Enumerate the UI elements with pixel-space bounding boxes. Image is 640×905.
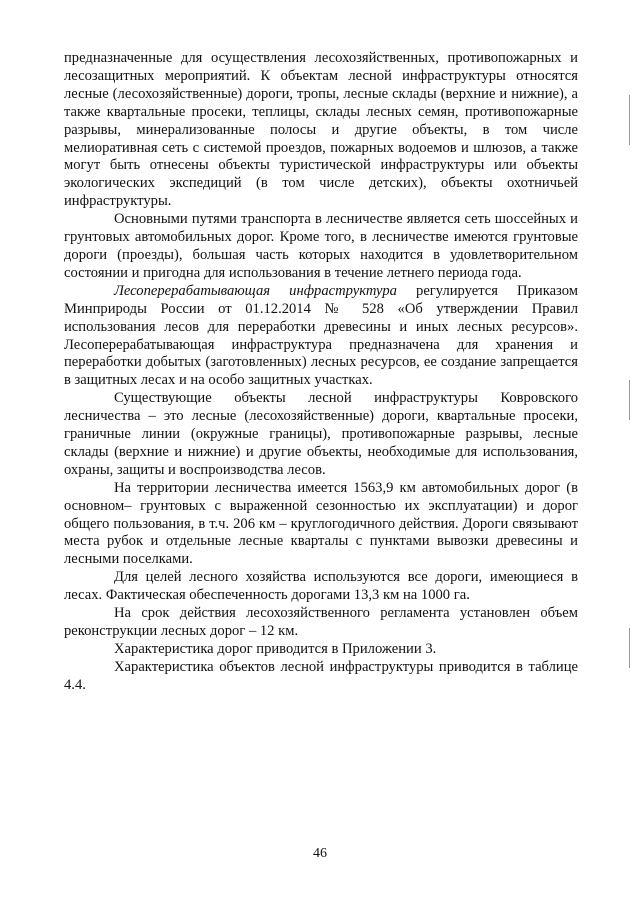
scan-artifact-line (629, 380, 631, 420)
paragraph: предназначенные для осуществления лесохозяйственных, противопожарных и лесозащитных мероприятий. К объектам лесной инфраструктуры относятся лесные (лесохозяйственные) дороги, тропы, лесные склады (верхние и нижние), а также квартальные просеки, теплицы, склады лесных семян, противопожарные разрывы, минерализованные полосы и другие объекты, в том числе мелиоративная сеть с системой проездов, пожарных водоемов и шлюзов, а также могут быть отнесены объекты туристической инфраструктуры или объекты экологических экспедиций (в том числе детских), объекты охотничьей инфраструктуры. (64, 50, 578, 210)
paragraph: Для целей лесного хозяйства используются все дороги, имеющиеся в лесах. Фактическая обеспеченность дорогами 13,3 км на 1000 га. (64, 569, 578, 604)
paragraph (64, 283, 578, 390)
paragraph: Характеристика объектов лесной инфраструктуры приводится в таблице 4.4. (64, 658, 578, 693)
paragraph-text: регулируется Приказом Минприроды России от 01.12.2014 № 528 «Об утверждении Правил использования лесов для переработки древесины и иных лесных ресурсов». Лесоперерабатывающая инфраструктура предназначена для хранения и переработки добытых (заготовленных) лесных ресурсов, ее создание запрещается в защитных лесах и на особо защитных участках. (64, 282, 578, 389)
paragraph: Характеристика дорог приводится в Приложении 3. (114, 640, 437, 657)
page-number: 46 (313, 846, 327, 861)
paragraph: На срок действия лесохозяйственного регламента установлен объем реконструкции лесных дорог – 12 км. (64, 605, 578, 639)
paragraph: Основными путями транспорта в лесничестве является сеть шоссейных и грунтовых автомобильных дорог. Кроме того, в лесничестве имеются грунтовые дороги (проезды), большая часть которых находится в удовлетворительном состоянии и пригодна для использования в течение летнего периода года. (64, 211, 578, 281)
paragraph: Существующие объекты лесной инфраструктуры Ковровского лесничества – это лесные (лесохозяйственные) дороги, квартальные просеки, граничные линии (окружные границы), противопожарные разрывы, лесные склады (верхние и нижние) и другие объекты, необходимые для использования, охраны, защиты и воспроизводства лесов. (64, 390, 578, 478)
body-text (64, 50, 578, 695)
scan-artifact-line (629, 95, 631, 145)
italic-term: Лесоперерабатывающая инфраструктура (114, 282, 397, 299)
paragraph: На территории лесничества имеется 1563,9 км автомобильных дорог (в основном– грунтовых с выраженной сезонностью их эксплуатации) и дорог общего пользования, в т.ч. 206 км – круглогодичного действия. Дороги связывают места рубок и отдельные лесные кварталы с пунктами вывозки древесины и лесными поселками. (64, 479, 578, 568)
scan-artifact-line (629, 628, 631, 668)
